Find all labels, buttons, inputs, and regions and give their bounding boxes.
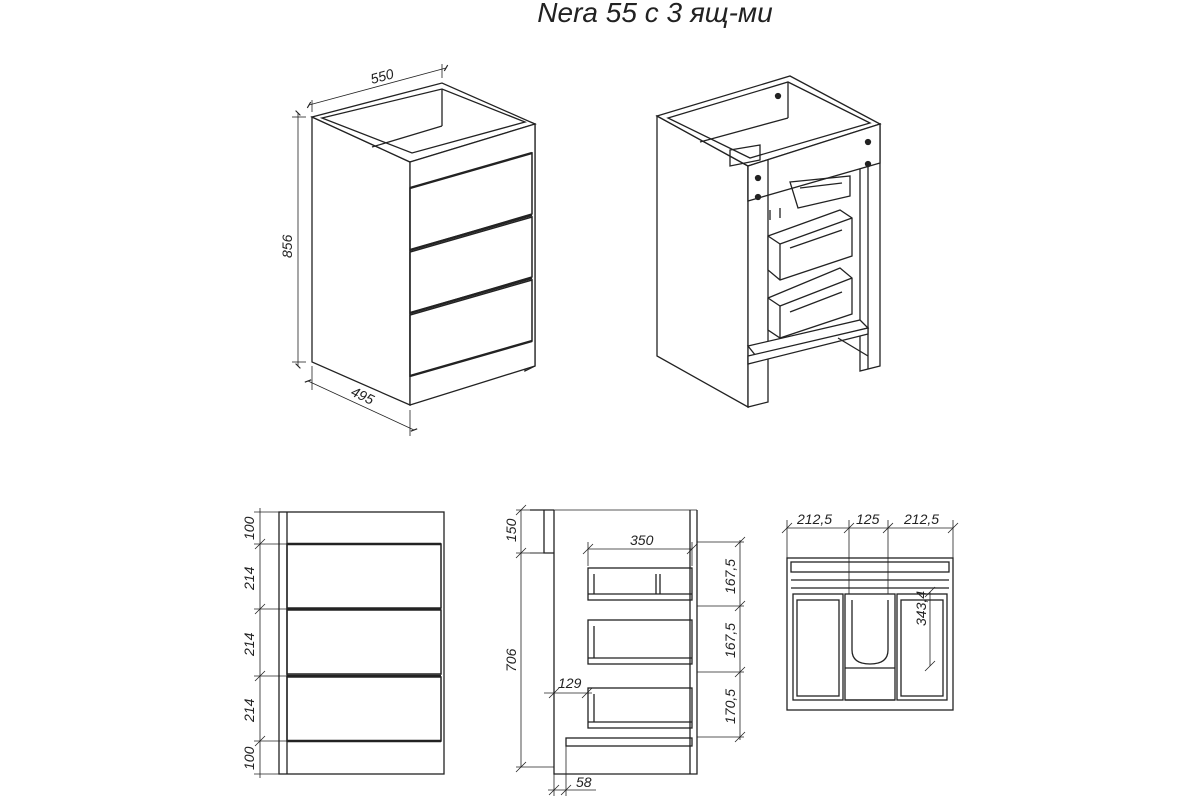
top-view (782, 520, 958, 710)
dim-front-100-top: 100 (241, 516, 257, 540)
dim-top-212-5-left: 212,5 (797, 511, 833, 527)
dim-depth-495: 495 (348, 383, 377, 408)
isometric-front-view (292, 64, 535, 436)
dim-top-343-4: 343,4 (913, 590, 929, 626)
dim-front-214-1: 214 (241, 566, 257, 590)
dim-side-129: 129 (558, 675, 582, 691)
dim-side-58: 58 (576, 774, 592, 790)
dim-side-170-5: 170,5 (722, 688, 738, 724)
dim-front-100-bottom: 100 (241, 746, 257, 770)
dim-side-350: 350 (630, 532, 654, 548)
front-elevation (254, 508, 444, 778)
dim-side-150: 150 (503, 518, 519, 542)
dim-top-212-5-right: 212,5 (904, 511, 940, 527)
dim-side-167-5-b: 167,5 (722, 622, 738, 658)
drawing-title: Nera 55 с 3 ящ-ми (537, 0, 773, 28)
dim-front-214-2: 214 (241, 632, 257, 656)
dim-side-167-5-a: 167,5 (722, 558, 738, 594)
dim-height-856: 856 (279, 234, 295, 258)
dim-width-550: 550 (368, 65, 396, 87)
isometric-open-view (657, 76, 880, 407)
dim-front-214-3: 214 (241, 698, 257, 722)
dim-top-125: 125 (856, 511, 880, 527)
dim-side-706: 706 (503, 648, 519, 672)
side-section (516, 505, 745, 796)
